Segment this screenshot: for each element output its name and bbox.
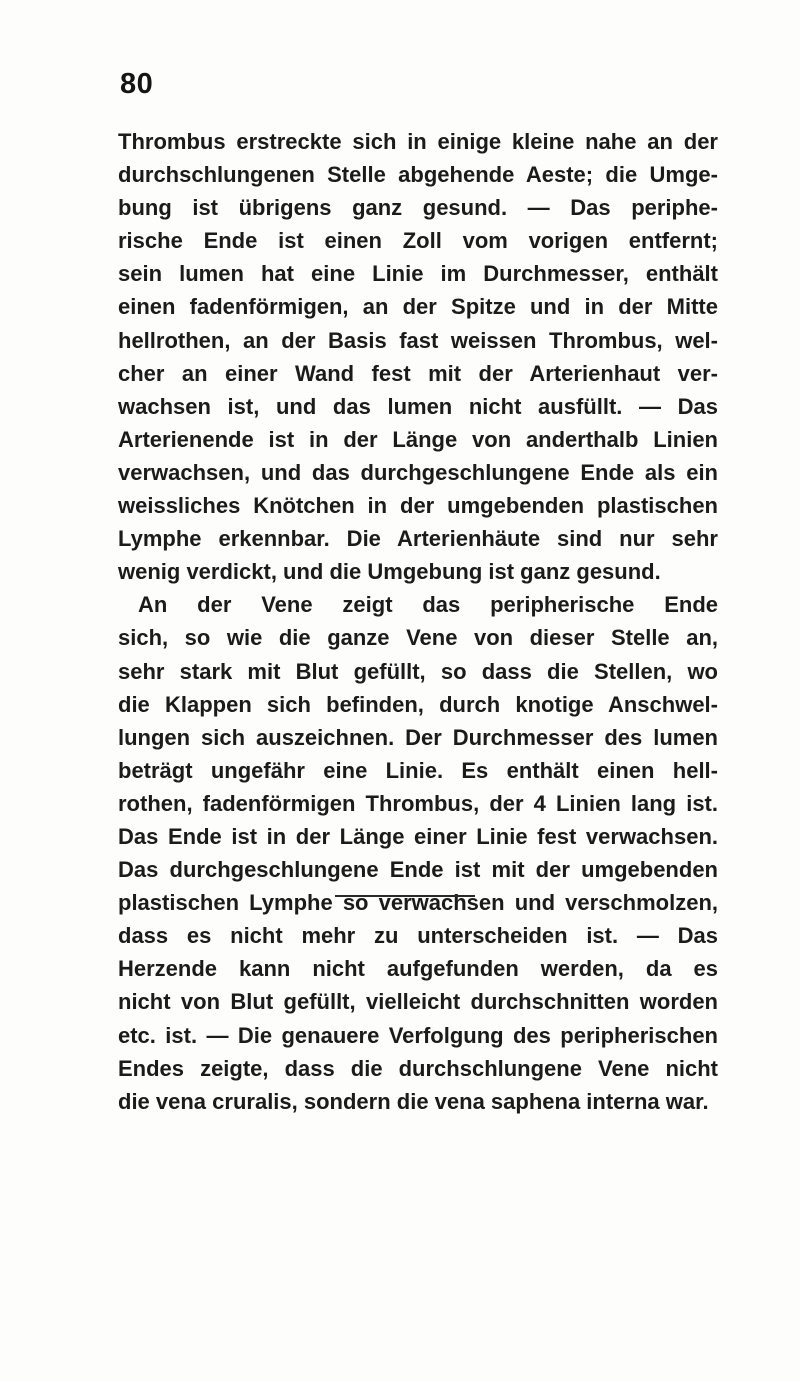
- text-line: Endes zeigte, dass die durchschlungene Vene nicht: [118, 1055, 718, 1081]
- text-line: durchschlungenen Stelle abgehende Aeste; die Umge-: [118, 162, 718, 188]
- text-line: rothen, fadenförmigen Thrombus, der 4 Linien lang ist.: [118, 790, 718, 816]
- text-line: An der Vene zeigt das peripherische Ende: [138, 592, 718, 618]
- page-number: 80: [120, 68, 154, 100]
- text-line: wenig verdickt, und die Umgebung ist ganz gesund.: [118, 559, 661, 585]
- text-line: Lymphe erkennbar. Die Arterienhäute sind nur sehr: [118, 526, 718, 552]
- text-line: Arterienende ist in der Länge von anderthalb Linien: [118, 426, 718, 452]
- text-line: verwachsen, und das durchgeschlungene Ende als ein: [118, 459, 718, 485]
- text-line: rische Ende ist einen Zoll vom vorigen entfernt;: [118, 228, 718, 254]
- text-line: sehr stark mit Blut gefüllt, so dass die Stellen, wo: [118, 658, 718, 684]
- text-line: sich, so wie die ganze Vene von dieser Stelle an,: [118, 625, 718, 651]
- text-line: hellrothen, an der Basis fast weissen Thrombus, wel-: [118, 327, 718, 353]
- text-line: nicht von Blut gefüllt, vielleicht durchschnitten worden: [118, 989, 718, 1015]
- text-line: einen fadenförmigen, an der Spitze und in der Mitte: [118, 294, 718, 320]
- text-line: wachsen ist, und das lumen nicht ausfüllt. — Das: [118, 393, 718, 419]
- text-line: lungen sich auszeichnen. Der Durchmesser des lumen: [118, 724, 718, 750]
- body-text: [118, 125, 718, 1118]
- text-line: etc. ist. — Die genauere Verfolgung des peripherischen: [118, 1022, 718, 1048]
- section-divider: [335, 895, 475, 897]
- text-line: dass es nicht mehr zu unterscheiden ist. — Das: [118, 923, 718, 949]
- text-line: sein lumen hat eine Linie im Durchmesser, enthält: [118, 261, 718, 287]
- text-line: weissliches Knötchen in der umgebenden plastischen: [118, 493, 718, 519]
- text-line: die vena cruralis, sondern die vena saphena interna war.: [118, 1088, 709, 1114]
- text-line: Das durchgeschlungene Ende ist mit der umgebenden: [118, 857, 718, 883]
- text-line: plastischen Lymphe so verwachsen und verschmolzen,: [118, 890, 718, 916]
- text-line: Thrombus erstreckte sich in einige kleine nahe an der: [118, 129, 718, 154]
- text-line: cher an einer Wand fest mit der Arterienhaut ver-: [118, 360, 718, 386]
- text-line: Herzende kann nicht aufgefunden werden, da es: [118, 956, 718, 982]
- text-line: beträgt ungefähr eine Linie. Es enthält einen hell-: [118, 757, 718, 783]
- text-line: bung ist übrigens ganz gesund. — Das periphe-: [118, 195, 718, 221]
- text-line: die Klappen sich befinden, durch knotige Anschwel-: [118, 691, 718, 717]
- text-line: Das Ende ist in der Länge einer Linie fest verwachsen.: [118, 823, 718, 849]
